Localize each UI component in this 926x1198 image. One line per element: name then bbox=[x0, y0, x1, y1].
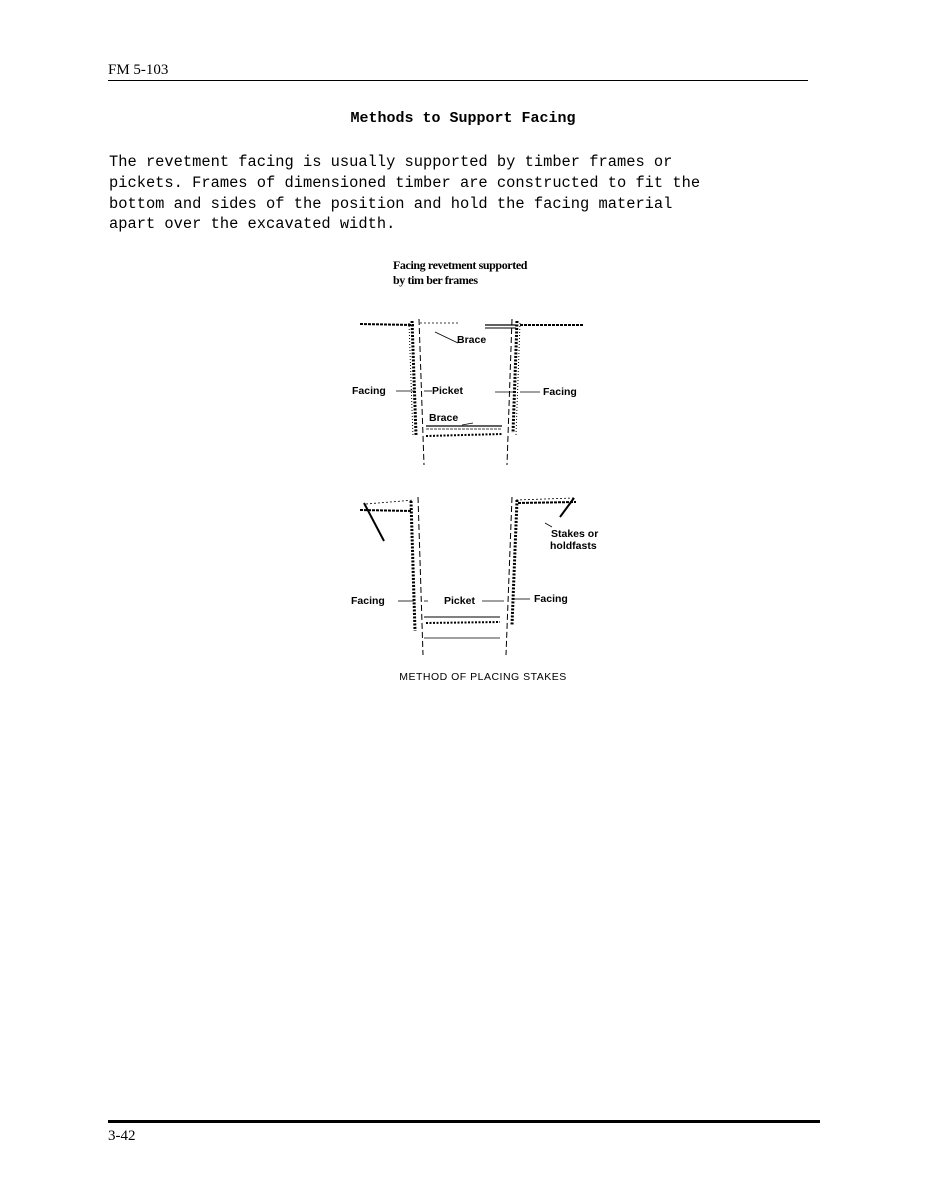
right-stake bbox=[560, 498, 574, 517]
paragraph-line: The revetment facing is usually supported by timber frames or bbox=[109, 153, 673, 171]
section-title: Methods to Support Facing bbox=[350, 110, 576, 127]
left-picket bbox=[419, 319, 424, 465]
right-anchor-wire bbox=[516, 498, 574, 500]
trench-floor-2 bbox=[426, 622, 500, 623]
ground-line-left bbox=[360, 324, 414, 325]
page-number: 3-42 bbox=[108, 1128, 136, 1144]
paragraph-line: apart over the excavated width. bbox=[109, 215, 396, 234]
left-wall-facing-2 bbox=[411, 501, 415, 631]
label-stakes-line1: Stakes or bbox=[551, 528, 599, 540]
body-paragraph bbox=[109, 152, 829, 235]
label-brace-upper: Brace bbox=[457, 334, 487, 346]
document-id: FM 5-103 bbox=[108, 62, 169, 78]
right-picket-2 bbox=[506, 497, 512, 655]
paragraph-line: pickets. Frames of dimensioned timber are constructed to fit the bbox=[109, 173, 701, 192]
label-facing-left-bottom: Facing bbox=[351, 595, 385, 607]
leader-brace-lower bbox=[462, 423, 473, 425]
left-anchor-wire bbox=[366, 500, 414, 504]
leader-stakes bbox=[545, 523, 552, 527]
figure-caption bbox=[393, 258, 527, 288]
label-brace-lower: Brace bbox=[429, 412, 459, 424]
figure-caption-line: Facing revetment supported bbox=[393, 258, 528, 272]
label-facing-right-bottom: Facing bbox=[534, 593, 568, 605]
stakes-diagram bbox=[360, 497, 576, 655]
label-picket-bottom: Picket bbox=[444, 595, 475, 607]
figure-caption-line: by tim ber frames bbox=[393, 273, 478, 287]
paragraph-line: bottom and sides of the position and hold the facing material bbox=[109, 194, 673, 213]
ground-line-right-2 bbox=[518, 502, 576, 503]
label-facing-left-top: Facing bbox=[352, 385, 386, 397]
label-stakes-line2: holdfasts bbox=[550, 540, 597, 552]
label-facing-right-top: Facing bbox=[543, 386, 577, 398]
right-wall-facing-2 bbox=[512, 500, 517, 625]
left-stake bbox=[364, 503, 384, 541]
trench-floor bbox=[426, 434, 502, 436]
leader-brace-upper bbox=[435, 332, 458, 343]
left-picket-2 bbox=[418, 497, 423, 655]
label-picket-top: Picket bbox=[432, 385, 463, 397]
footer-rule bbox=[108, 1120, 820, 1123]
figure-bottom-caption: METHOD OF PLACING STAKES bbox=[399, 671, 567, 683]
left-wall-facing bbox=[412, 321, 416, 435]
revetment-diagram bbox=[340, 305, 610, 675]
page-header bbox=[108, 58, 808, 81]
